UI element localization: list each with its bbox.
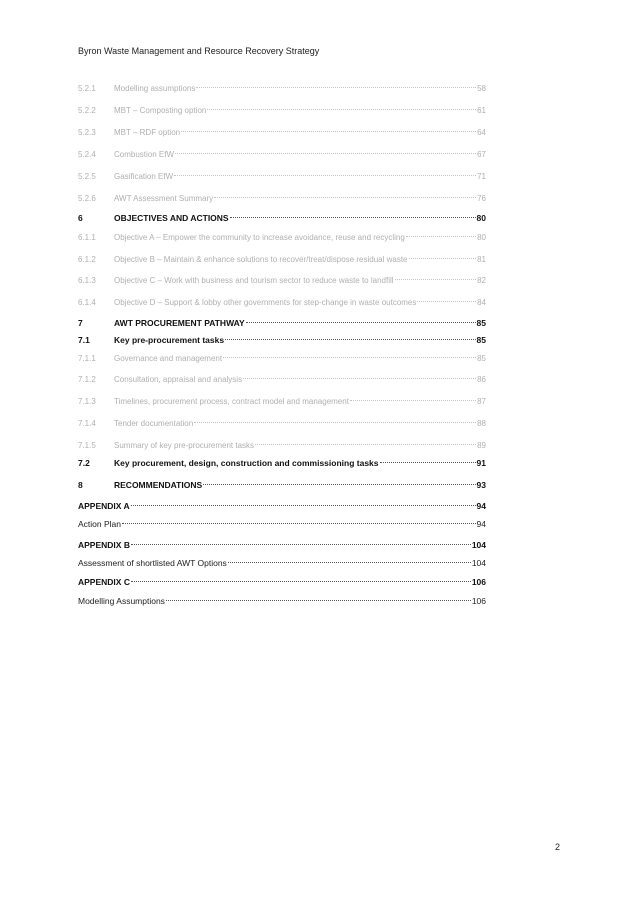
toc-entry-number: 7.1.5 [78,441,96,450]
toc-entry-number: 6.1.4 [78,298,96,307]
toc-entry-number: 6.1.1 [78,233,96,242]
toc-leader-dots [230,217,476,218]
page-number: 2 [555,842,561,852]
toc-entry-number: 5.2.2 [78,106,96,115]
toc-entry[interactable] [78,171,486,183]
toc-leader-dots [175,153,476,154]
toc-entry-title: Consultation, appraisal and analysis [114,375,243,384]
toc-leader-dots [380,462,476,463]
toc-leader-dots [203,484,475,485]
toc-entry-number: 6 [78,213,83,223]
toc-entry-title: Objective A – Empower the community to increase avoidance, reuse and recycling [114,233,405,242]
toc-entry-number: 7.1.1 [78,354,96,363]
toc-entry-number: 8 [78,480,83,490]
toc-leader-dots [223,357,476,358]
toc-entry[interactable] [78,297,486,309]
toc-entry-number: 6.1.2 [78,255,96,264]
toc-entry-number: 7.1.3 [78,397,96,406]
toc-entry-title: Gasification EfW [114,172,174,181]
toc-entry-number: 5.2.5 [78,172,96,181]
toc-leader-dots [194,422,476,423]
toc-entry-title: Modelling Assumptions [78,596,165,606]
toc-entry-title: Tender documentation [114,419,194,428]
toc-entry[interactable] [78,83,486,95]
toc-entry[interactable] [78,576,486,588]
toc-entry[interactable] [78,557,486,569]
toc-entry-page: 76 [477,194,486,203]
toc-leader-dots [417,301,476,302]
toc-leader-dots [122,523,476,524]
toc-entry-number: 7.1 [78,335,90,345]
toc-entry[interactable] [78,479,486,491]
toc-entry-title: Action Plan [78,519,121,529]
toc-entry[interactable] [78,353,486,365]
toc-entry[interactable] [78,193,486,205]
toc-entry[interactable] [78,149,486,161]
toc-leader-dots [406,236,476,237]
toc-entry-title: Summary of key pre-procurement tasks [114,441,255,450]
toc-entry-page: 104 [471,558,486,568]
toc-leader-dots [207,109,476,110]
toc-leader-dots [131,581,471,582]
toc-entry-page: 94 [476,501,486,511]
toc-entry[interactable] [78,232,486,244]
toc-entry[interactable] [78,440,486,452]
toc-entry-page: 58 [477,84,486,93]
toc-entry-page: 85 [476,335,486,345]
toc-entry-page: 106 [471,577,486,587]
toc-leader-dots [131,505,476,506]
toc-entry-page: 86 [477,375,486,384]
toc-entry-page: 67 [477,150,486,159]
toc-entry-page: 89 [477,441,486,450]
toc-entry-number: 5.2.1 [78,84,96,93]
toc-entry[interactable] [78,317,486,329]
toc-entry-title: Objective B – Maintain & enhance solutions to recover/treat/dispose residual waste [114,255,408,264]
toc-entry-page: 64 [477,128,486,137]
toc-entry-page: 61 [477,106,486,115]
toc-leader-dots [166,600,471,601]
toc-leader-dots [214,197,476,198]
toc-entry-title: Timelines, procurement process, contract model and management [114,397,349,406]
toc-entry-page: 82 [477,276,486,285]
toc-entry-title: Objective D – Support & lobby other governments for step-change in waste outcomes [114,298,417,307]
toc-entry[interactable] [78,595,486,607]
toc-entry-page: 106 [471,596,486,606]
toc-entry[interactable] [78,518,486,530]
toc-entry-page: 85 [476,318,486,328]
toc-entry-number: 7.1.2 [78,375,96,384]
toc-entry-title: APPENDIX B [78,540,130,550]
toc-entry[interactable] [78,334,486,346]
toc-leader-dots [255,444,476,445]
toc-leader-dots [228,562,471,563]
toc-entry-number: 7.1.4 [78,419,96,428]
toc-entry-title: Modelling assumptions [114,84,196,93]
toc-leader-dots [243,378,476,379]
toc-entry[interactable] [78,396,486,408]
toc-entry[interactable] [78,418,486,430]
toc-entry[interactable] [78,212,486,224]
toc-entry-title: MBT – Composting option [114,106,207,115]
toc-entry-page: 84 [477,298,486,307]
toc-leader-dots [131,544,471,545]
toc-leader-dots [350,400,476,401]
toc-leader-dots [196,87,476,88]
toc-leader-dots [409,258,477,259]
toc-leader-dots [174,175,476,176]
toc-entry[interactable] [78,105,486,117]
toc-entry-page: 104 [471,540,486,550]
toc-leader-dots [181,131,476,132]
toc-entry-title: AWT PROCUREMENT PATHWAY [114,318,245,328]
toc-entry[interactable] [78,275,486,287]
toc-entry-title: AWT Assessment Summary [114,194,214,203]
toc-leader-dots [225,339,475,340]
toc-entry[interactable] [78,127,486,139]
toc-entry-page: 93 [476,480,486,490]
toc-leader-dots [395,279,477,280]
toc-entry-title: OBJECTIVES AND ACTIONS [114,213,229,223]
toc-entry-page: 91 [476,458,486,468]
toc-entry-number: 5.2.3 [78,128,96,137]
toc-entry-number: 5.2.4 [78,150,96,159]
toc-entry-number: 6.1.3 [78,276,96,285]
toc-entry-title: Key pre-procurement tasks [114,335,225,345]
toc-entry-page: 71 [477,172,486,181]
toc-entry-title: Key procurement, design, construction and commissioning tasks [114,458,379,468]
toc-entry[interactable] [78,374,486,386]
toc-entry[interactable] [78,254,486,266]
toc-entry-title: Governance and management [114,354,223,363]
toc-entry-title: MBT – RDF option [114,128,181,137]
toc-entry-title: RECOMMENDATIONS [114,480,203,490]
toc-entry-page: 94 [476,519,486,529]
toc-entry-page: 80 [477,233,486,242]
toc-entry-title: Objective C – Work with business and tourism sector to reduce waste to landfill [114,276,394,285]
toc-entry-page: 87 [477,397,486,406]
toc-entry[interactable] [78,457,486,469]
toc-entry-title: Assessment of shortlisted AWT Options [78,558,227,568]
toc-entry-number: 7 [78,318,83,328]
toc-entry-number: 7.2 [78,458,90,468]
toc-entry-number: 5.2.6 [78,194,96,203]
toc-entry[interactable] [78,500,486,512]
toc-entry-title: APPENDIX C [78,577,130,587]
toc-leader-dots [246,322,476,323]
toc-entry-page: 88 [477,419,486,428]
document-header: Byron Waste Management and Resource Recovery Strategy [78,46,320,56]
toc-entry-page: 85 [477,354,486,363]
toc-entry-page: 80 [476,213,486,223]
toc-entry-page: 81 [477,255,486,264]
toc-entry[interactable] [78,539,486,551]
toc-entry-title: APPENDIX A [78,501,130,511]
toc-entry-title: Combustion EfW [114,150,175,159]
